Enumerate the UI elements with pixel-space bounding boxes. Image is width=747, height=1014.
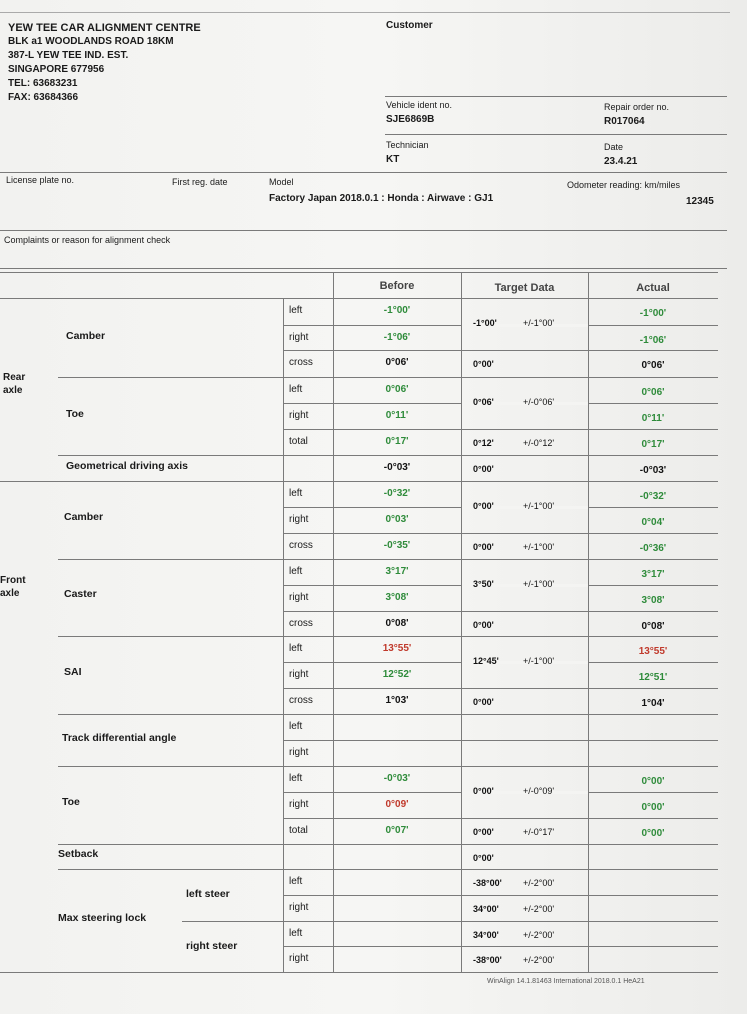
grid-line bbox=[58, 636, 283, 637]
param-label-max-lock: Max steering lock bbox=[58, 912, 147, 924]
company-address-2: 387-L YEW TEE IND. EST. bbox=[8, 50, 129, 61]
target-tolerance: +/-2°00' bbox=[523, 955, 555, 965]
target-tolerance: +/-2°00' bbox=[523, 930, 555, 940]
odometer-label: Odometer reading: km/miles bbox=[567, 180, 681, 190]
row-sub-label: left bbox=[289, 876, 303, 887]
target-value: 0°00' bbox=[473, 501, 494, 511]
param-label-rear-camber: Camber bbox=[66, 330, 106, 342]
grid-line bbox=[283, 688, 718, 689]
target-tolerance: +/-1°00' bbox=[523, 501, 555, 511]
row-sub-label: cross bbox=[289, 357, 313, 368]
grid-line bbox=[283, 766, 718, 767]
complaints-label: Complaints or reason for alignment check bbox=[4, 235, 171, 245]
actual-value: 0°00' bbox=[641, 802, 665, 813]
actual-value: 0°06' bbox=[641, 387, 665, 398]
row-sub-label: right bbox=[289, 592, 309, 603]
date-value: 23.4.21 bbox=[604, 156, 638, 167]
row-sub-label: left bbox=[289, 488, 303, 499]
column-header-actual: Actual bbox=[636, 282, 670, 294]
company-address-3: SINGAPORE 677956 bbox=[8, 64, 105, 75]
grid-line bbox=[58, 869, 283, 870]
grid-line bbox=[58, 559, 283, 560]
target-value: 0°12' bbox=[473, 438, 494, 448]
technician-value: KT bbox=[386, 154, 400, 165]
grid-line bbox=[58, 844, 283, 845]
param-label-caster: Caster bbox=[64, 588, 97, 600]
target-value: 0°00' bbox=[473, 542, 494, 552]
actual-value: 0°08' bbox=[641, 621, 665, 632]
grid-line bbox=[283, 533, 718, 534]
before-value: 0°08' bbox=[385, 618, 409, 629]
odometer-value: 12345 bbox=[686, 196, 714, 207]
grid-line bbox=[283, 818, 718, 819]
grid-line bbox=[58, 766, 283, 767]
vehicle-ident-value: SJE6869B bbox=[386, 114, 435, 125]
column-header-before: Before bbox=[379, 280, 415, 292]
target-value: 34°00' bbox=[473, 904, 499, 914]
actual-value: 0°00' bbox=[641, 828, 665, 839]
grid-line bbox=[283, 298, 284, 972]
target-value: -38°00' bbox=[473, 878, 502, 888]
grid-line bbox=[283, 921, 718, 922]
grid-line bbox=[0, 298, 718, 299]
row-sub-label: cross bbox=[289, 695, 313, 706]
before-value: -0°35' bbox=[383, 540, 411, 551]
row-sub-label: right bbox=[289, 332, 309, 343]
grid-line bbox=[283, 869, 718, 870]
row-sub-label: cross bbox=[289, 618, 313, 629]
row-sub-label: total bbox=[289, 436, 308, 447]
row-sub-label: right bbox=[289, 747, 309, 758]
before-value: -1°06' bbox=[383, 332, 411, 343]
actual-value: -1°00' bbox=[639, 308, 667, 319]
actual-value: -1°06' bbox=[639, 335, 667, 346]
param-label-track: Track differential angle bbox=[62, 732, 177, 744]
before-value: 0°07' bbox=[385, 825, 409, 836]
target-value: -38°00' bbox=[473, 955, 502, 965]
target-tolerance: +/-1°00' bbox=[523, 318, 555, 328]
customer-label: Customer bbox=[386, 20, 433, 31]
row-sub-label: right bbox=[289, 514, 309, 525]
company-name: YEW TEE CAR ALIGNMENT CENTRE bbox=[8, 22, 201, 34]
before-value: 0°06' bbox=[385, 357, 409, 368]
grid-line bbox=[283, 377, 718, 378]
company-address-1: BLK a1 WOODLANDS ROAD 18KM bbox=[8, 36, 174, 47]
target-tolerance: +/-2°00' bbox=[523, 904, 555, 914]
row-sub-label: total bbox=[289, 825, 308, 836]
grid-line bbox=[283, 844, 718, 845]
param-label-sai: SAI bbox=[64, 666, 82, 678]
actual-value: 0°11' bbox=[641, 413, 665, 424]
repair-order-value: R017064 bbox=[604, 116, 645, 127]
row-sub-label: right bbox=[289, 953, 309, 964]
row-sub-label: right bbox=[289, 410, 309, 421]
front-axle-label: Front axle bbox=[0, 575, 26, 599]
actual-value: -0°32' bbox=[639, 491, 667, 502]
target-value: 0°00' bbox=[473, 786, 494, 796]
param-label-front-toe: Toe bbox=[62, 796, 80, 808]
software-footer: WinAlign 14.1.81463 International 2018.0.1 HeA21 bbox=[487, 978, 645, 985]
target-tolerance: +/-0°17' bbox=[523, 827, 555, 837]
actual-value: 13°55' bbox=[638, 646, 668, 657]
target-value: 0°00' bbox=[473, 464, 494, 474]
target-value: 12°45' bbox=[473, 656, 499, 666]
grid-line bbox=[283, 714, 718, 715]
target-value: 0°00' bbox=[473, 827, 494, 837]
before-value: 3°08' bbox=[385, 592, 409, 603]
grid-line bbox=[283, 611, 718, 612]
row-sub-label: left bbox=[289, 928, 303, 939]
grid-line bbox=[58, 714, 283, 715]
target-value: -1°00' bbox=[473, 318, 497, 328]
grid-line bbox=[283, 946, 718, 947]
grid-line bbox=[182, 921, 283, 922]
actual-value: 1°04' bbox=[641, 698, 665, 709]
date-label: Date bbox=[604, 142, 624, 152]
target-value: 0°00' bbox=[473, 697, 494, 707]
target-tolerance: +/-1°00' bbox=[523, 542, 555, 552]
target-tolerance: +/-0°06' bbox=[523, 397, 555, 407]
before-value: 0°17' bbox=[385, 436, 409, 447]
repair-order-label: Repair order no. bbox=[604, 102, 670, 112]
actual-value: 0°04' bbox=[641, 517, 665, 528]
actual-value: 0°06' bbox=[641, 360, 665, 371]
param-label-geo: Geometrical driving axis bbox=[66, 460, 188, 472]
before-value: -0°03' bbox=[383, 462, 411, 473]
grid-line bbox=[58, 377, 283, 378]
row-sub-label: cross bbox=[289, 540, 313, 551]
company-fax: FAX: 63684366 bbox=[8, 92, 79, 103]
before-value: 3°17' bbox=[385, 566, 409, 577]
param-label-setback: Setback bbox=[58, 848, 99, 860]
row-sub-label: right bbox=[289, 799, 309, 810]
company-tel: TEL: 63683231 bbox=[8, 78, 78, 89]
target-tolerance: +/-2°00' bbox=[523, 878, 555, 888]
target-value: 3°50' bbox=[473, 579, 494, 589]
grid-line bbox=[283, 481, 718, 482]
row-sub-label: right bbox=[289, 902, 309, 913]
actual-value: 0°00' bbox=[641, 776, 665, 787]
column-header-target: Target Data bbox=[494, 282, 555, 294]
vehicle-ident-label: Vehicle ident no. bbox=[386, 100, 453, 110]
before-value: -1°00' bbox=[383, 305, 411, 316]
row-sub-label: left bbox=[289, 566, 303, 577]
model-value: Factory Japan 2018.0.1 : Honda : Airwave : GJ1 bbox=[269, 193, 494, 204]
grid-line bbox=[283, 455, 718, 456]
rear-axle-label: Rear axle bbox=[3, 372, 26, 396]
actual-value: 12°51' bbox=[638, 672, 668, 683]
before-value: 1°03' bbox=[385, 695, 409, 706]
first-reg-date-label: First reg. date bbox=[172, 177, 228, 187]
target-value: 0°00' bbox=[473, 620, 494, 630]
param-label-left-steer: left steer bbox=[186, 888, 230, 900]
target-tolerance: +/-0°12' bbox=[523, 438, 555, 448]
grid-line bbox=[283, 895, 718, 896]
before-value: 0°11' bbox=[385, 410, 409, 421]
technician-label: Technician bbox=[386, 140, 429, 150]
target-value: 0°00' bbox=[473, 853, 494, 863]
actual-value: 3°17' bbox=[641, 569, 665, 580]
actual-value: 0°17' bbox=[641, 439, 665, 450]
target-value: 34°00' bbox=[473, 930, 499, 940]
grid-line bbox=[283, 350, 718, 351]
row-sub-label: left bbox=[289, 643, 303, 654]
grid-line bbox=[283, 559, 718, 560]
target-value: 0°00' bbox=[473, 359, 494, 369]
target-value: 0°06' bbox=[473, 397, 494, 407]
actual-value: 3°08' bbox=[641, 595, 665, 606]
target-tolerance: +/-1°00' bbox=[523, 579, 555, 589]
before-value: 0°06' bbox=[385, 384, 409, 395]
grid-line bbox=[283, 636, 718, 637]
license-plate-label: License plate no. bbox=[6, 175, 75, 185]
model-label: Model bbox=[269, 177, 294, 187]
grid-line bbox=[0, 972, 718, 973]
before-value: 13°55' bbox=[382, 643, 412, 654]
target-tolerance: +/-1°00' bbox=[523, 656, 555, 666]
row-sub-label: left bbox=[289, 773, 303, 784]
before-value: -0°32' bbox=[383, 488, 411, 499]
before-value: 0°03' bbox=[385, 514, 409, 525]
grid-line bbox=[283, 740, 718, 741]
target-tolerance: +/-0°09' bbox=[523, 786, 555, 796]
actual-value: -0°03' bbox=[639, 465, 667, 476]
row-sub-label: left bbox=[289, 305, 303, 316]
row-sub-label: left bbox=[289, 384, 303, 395]
grid-line bbox=[283, 429, 718, 430]
grid-line bbox=[0, 481, 283, 482]
grid-line bbox=[58, 455, 283, 456]
before-value: 0°09' bbox=[385, 799, 409, 810]
param-label-front-camber: Camber bbox=[64, 511, 104, 523]
param-label-right-steer: right steer bbox=[186, 940, 238, 952]
before-value: 12°52' bbox=[382, 669, 412, 680]
row-sub-label: left bbox=[289, 721, 303, 732]
actual-value: -0°36' bbox=[639, 543, 667, 554]
before-value: -0°03' bbox=[383, 773, 411, 784]
grid-line bbox=[0, 272, 718, 273]
param-label-rear-toe: Toe bbox=[66, 408, 84, 420]
row-sub-label: right bbox=[289, 669, 309, 680]
